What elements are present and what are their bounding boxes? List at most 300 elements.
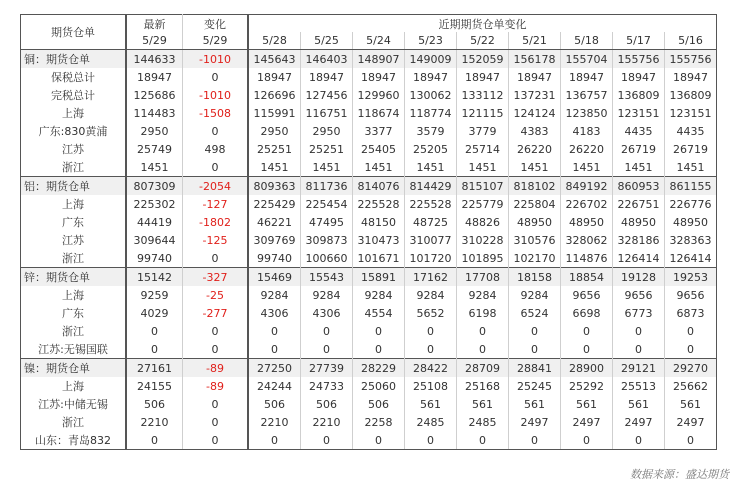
row-label: 广东 <box>21 213 127 231</box>
history-value: 506 <box>248 395 301 413</box>
history-value: 0 <box>248 340 301 359</box>
history-value: 0 <box>301 340 353 359</box>
history-value: 133112 <box>457 86 509 104</box>
history-value: 18947 <box>613 68 665 86</box>
latest-value: 807309 <box>126 177 183 196</box>
history-value: 25168 <box>457 377 509 395</box>
history-value: 4435 <box>665 122 717 140</box>
table-row <box>21 413 717 431</box>
history-value: 0 <box>353 340 405 359</box>
history-value: 2950 <box>248 122 301 140</box>
history-value: 28841 <box>509 359 561 378</box>
table-row <box>21 377 717 395</box>
change-value: 0 <box>183 340 249 359</box>
section-row <box>21 268 717 287</box>
table-row <box>21 322 717 340</box>
table-row <box>21 122 717 140</box>
header-recent-changes: 近期期货仓单变化 <box>248 15 717 33</box>
change-value: -1508 <box>183 104 249 122</box>
history-value: 0 <box>457 322 509 340</box>
history-value: 15469 <box>248 268 301 287</box>
history-value: 2485 <box>457 413 509 431</box>
history-value: 9284 <box>248 286 301 304</box>
history-value: 225429 <box>248 195 301 213</box>
latest-value: 9259 <box>126 286 183 304</box>
history-value: 814429 <box>405 177 457 196</box>
history-value: 126414 <box>613 249 665 268</box>
history-value: 9656 <box>613 286 665 304</box>
history-value: 0 <box>665 340 717 359</box>
history-value: 561 <box>405 395 457 413</box>
latest-value: 144633 <box>126 50 183 69</box>
history-value: 24244 <box>248 377 301 395</box>
row-label: 上海 <box>21 377 127 395</box>
history-value: 818102 <box>509 177 561 196</box>
history-value: 123151 <box>665 104 717 122</box>
history-value: 102170 <box>509 249 561 268</box>
change-value: 0 <box>183 249 249 268</box>
row-label: 锌：期货仓单 <box>21 268 127 287</box>
table-row <box>21 286 717 304</box>
history-value: 0 <box>457 431 509 450</box>
history-value: 28709 <box>457 359 509 378</box>
history-value: 1451 <box>613 158 665 177</box>
history-value: 25405 <box>353 140 405 158</box>
history-value: 15543 <box>301 268 353 287</box>
history-value: 0 <box>457 340 509 359</box>
header-date: 5/18 <box>561 32 613 50</box>
row-label: 镍：期货仓单 <box>21 359 127 378</box>
history-value: 123151 <box>613 104 665 122</box>
row-label: 上海 <box>21 286 127 304</box>
history-value: 149009 <box>405 50 457 69</box>
history-value: 2485 <box>405 413 457 431</box>
latest-value: 114483 <box>126 104 183 122</box>
history-value: 0 <box>353 431 405 450</box>
history-value: 25251 <box>301 140 353 158</box>
history-value: 561 <box>561 395 613 413</box>
history-value: 561 <box>457 395 509 413</box>
row-label: 浙江 <box>21 322 127 340</box>
header-date: 5/22 <box>457 32 509 50</box>
header-row-1 <box>21 15 717 33</box>
history-value: 561 <box>509 395 561 413</box>
history-value: 19128 <box>613 268 665 287</box>
history-value: 25662 <box>665 377 717 395</box>
latest-value: 99740 <box>126 249 183 268</box>
change-value: -89 <box>183 377 249 395</box>
history-value: 328186 <box>613 231 665 249</box>
history-value: 1451 <box>248 158 301 177</box>
history-value: 860953 <box>613 177 665 196</box>
history-value: 29121 <box>613 359 665 378</box>
history-value: 25513 <box>613 377 665 395</box>
data-source-note: 数据来源：盛达期货 <box>630 468 729 481</box>
history-value: 0 <box>248 322 301 340</box>
latest-value: 25749 <box>126 140 183 158</box>
history-value: 861155 <box>665 177 717 196</box>
header-date: 5/24 <box>353 32 405 50</box>
history-value: 127456 <box>301 86 353 104</box>
history-value: 225454 <box>301 195 353 213</box>
history-value: 9284 <box>353 286 405 304</box>
history-value: 310576 <box>509 231 561 249</box>
latest-value: 125686 <box>126 86 183 104</box>
history-value: 0 <box>561 340 613 359</box>
history-value: 1451 <box>509 158 561 177</box>
history-value: 148907 <box>353 50 405 69</box>
change-value: -1010 <box>183 86 249 104</box>
change-value: -2054 <box>183 177 249 196</box>
latest-value: 4029 <box>126 304 183 322</box>
history-value: 1451 <box>457 158 509 177</box>
latest-value: 0 <box>126 431 183 450</box>
history-value: 18947 <box>248 68 301 86</box>
history-value: 226702 <box>561 195 613 213</box>
history-value: 18158 <box>509 268 561 287</box>
history-value: 506 <box>301 395 353 413</box>
row-label: 广东 <box>21 304 127 322</box>
history-value: 2210 <box>301 413 353 431</box>
history-value: 19253 <box>665 268 717 287</box>
history-value: 48725 <box>405 213 457 231</box>
history-value: 0 <box>509 322 561 340</box>
history-value: 9284 <box>509 286 561 304</box>
header-change: 变化 <box>183 15 249 33</box>
row-label: 上海 <box>21 104 127 122</box>
row-label: 江苏:中储无锡 <box>21 395 127 413</box>
history-value: 0 <box>405 431 457 450</box>
history-value: 4306 <box>301 304 353 322</box>
change-value: -125 <box>183 231 249 249</box>
history-value: 809363 <box>248 177 301 196</box>
table-row <box>21 158 717 177</box>
change-value: 498 <box>183 140 249 158</box>
header-date: 5/16 <box>665 32 717 50</box>
history-value: 506 <box>353 395 405 413</box>
history-value: 100660 <box>301 249 353 268</box>
history-value: 6773 <box>613 304 665 322</box>
latest-value: 44419 <box>126 213 183 231</box>
history-value: 1451 <box>665 158 717 177</box>
history-value: 48826 <box>457 213 509 231</box>
history-value: 124124 <box>509 104 561 122</box>
history-value: 849192 <box>561 177 613 196</box>
history-value: 101671 <box>353 249 405 268</box>
table-body <box>21 50 717 450</box>
change-value: -89 <box>183 359 249 378</box>
header-date: 5/25 <box>301 32 353 50</box>
header-date: 5/17 <box>613 32 665 50</box>
table-row <box>21 140 717 158</box>
row-label: 江苏:无锡国联 <box>21 340 127 359</box>
history-value: 226751 <box>613 195 665 213</box>
history-value: 137231 <box>509 86 561 104</box>
change-value: -25 <box>183 286 249 304</box>
history-value: 28422 <box>405 359 457 378</box>
history-value: 3579 <box>405 122 457 140</box>
history-value: 99740 <box>248 249 301 268</box>
table-row <box>21 104 717 122</box>
history-value: 6524 <box>509 304 561 322</box>
history-value: 25108 <box>405 377 457 395</box>
history-value: 0 <box>353 322 405 340</box>
history-value: 9284 <box>405 286 457 304</box>
history-value: 2497 <box>665 413 717 431</box>
latest-value: 15142 <box>126 268 183 287</box>
history-value: 6698 <box>561 304 613 322</box>
history-value: 114876 <box>561 249 613 268</box>
history-value: 1451 <box>301 158 353 177</box>
history-value: 118774 <box>405 104 457 122</box>
history-value: 0 <box>301 431 353 450</box>
history-value: 2497 <box>561 413 613 431</box>
history-value: 25205 <box>405 140 457 158</box>
history-value: 0 <box>509 431 561 450</box>
history-value: 155756 <box>613 50 665 69</box>
history-value: 121115 <box>457 104 509 122</box>
change-value: 0 <box>183 431 249 450</box>
history-value: 126696 <box>248 86 301 104</box>
history-value: 129960 <box>353 86 405 104</box>
history-value: 18947 <box>301 68 353 86</box>
history-value: 26719 <box>665 140 717 158</box>
history-value: 309873 <box>301 231 353 249</box>
history-value: 3377 <box>353 122 405 140</box>
history-value: 25060 <box>353 377 405 395</box>
row-label: 江苏 <box>21 231 127 249</box>
latest-value: 506 <box>126 395 183 413</box>
history-value: 1451 <box>405 158 457 177</box>
history-value: 0 <box>613 340 665 359</box>
history-value: 48150 <box>353 213 405 231</box>
table-row <box>21 395 717 413</box>
history-value: 814076 <box>353 177 405 196</box>
history-value: 136757 <box>561 86 613 104</box>
history-value: 0 <box>405 322 457 340</box>
header-change-date: 5/29 <box>183 32 249 50</box>
change-value: -1010 <box>183 50 249 69</box>
row-label: 浙江 <box>21 413 127 431</box>
history-value: 155704 <box>561 50 613 69</box>
row-label: 上海 <box>21 195 127 213</box>
history-value: 28900 <box>561 359 613 378</box>
history-value: 2497 <box>613 413 665 431</box>
section-row <box>21 177 717 196</box>
change-value: 0 <box>183 413 249 431</box>
header-date: 5/23 <box>405 32 457 50</box>
header-latest: 最新 <box>126 15 183 33</box>
history-value: 0 <box>613 322 665 340</box>
history-value: 9656 <box>665 286 717 304</box>
history-value: 1451 <box>353 158 405 177</box>
history-value: 225779 <box>457 195 509 213</box>
history-value: 0 <box>248 431 301 450</box>
history-value: 5652 <box>405 304 457 322</box>
warehouse-receipts-table-container <box>20 14 717 450</box>
history-value: 152059 <box>457 50 509 69</box>
history-value: 24733 <box>301 377 353 395</box>
table-row <box>21 213 717 231</box>
history-value: 18947 <box>353 68 405 86</box>
history-value: 18947 <box>509 68 561 86</box>
section-row <box>21 50 717 69</box>
history-value: 130062 <box>405 86 457 104</box>
row-label: 江苏 <box>21 140 127 158</box>
history-value: 101895 <box>457 249 509 268</box>
history-value: 561 <box>613 395 665 413</box>
history-value: 26220 <box>561 140 613 158</box>
latest-value: 1451 <box>126 158 183 177</box>
history-value: 309769 <box>248 231 301 249</box>
change-value: -327 <box>183 268 249 287</box>
history-value: 815107 <box>457 177 509 196</box>
history-value: 47495 <box>301 213 353 231</box>
history-value: 18947 <box>665 68 717 86</box>
change-value: -1802 <box>183 213 249 231</box>
header-date: 5/28 <box>248 32 301 50</box>
history-value: 118674 <box>353 104 405 122</box>
history-value: 225804 <box>509 195 561 213</box>
table-row <box>21 231 717 249</box>
latest-value: 309644 <box>126 231 183 249</box>
history-value: 156178 <box>509 50 561 69</box>
history-value: 9284 <box>457 286 509 304</box>
row-label: 浙江 <box>21 158 127 177</box>
history-value: 4383 <box>509 122 561 140</box>
table-row <box>21 86 717 104</box>
history-value: 155756 <box>665 50 717 69</box>
row-label: 山东：青岛832 <box>21 431 127 450</box>
history-value: 2210 <box>248 413 301 431</box>
history-value: 116751 <box>301 104 353 122</box>
latest-value: 0 <box>126 340 183 359</box>
section-row <box>21 359 717 378</box>
history-value: 26220 <box>509 140 561 158</box>
history-value: 18947 <box>561 68 613 86</box>
history-value: 225528 <box>405 195 457 213</box>
history-value: 18854 <box>561 268 613 287</box>
change-value: 0 <box>183 322 249 340</box>
latest-value: 18947 <box>126 68 183 86</box>
change-value: 0 <box>183 395 249 413</box>
history-value: 0 <box>665 322 717 340</box>
history-value: 328062 <box>561 231 613 249</box>
history-value: 46221 <box>248 213 301 231</box>
row-label: 铝：期货仓单 <box>21 177 127 196</box>
latest-value: 225302 <box>126 195 183 213</box>
history-value: 226776 <box>665 195 717 213</box>
history-value: 25245 <box>509 377 561 395</box>
history-value: 48950 <box>665 213 717 231</box>
warehouse-receipts-table <box>20 14 717 450</box>
history-value: 3779 <box>457 122 509 140</box>
history-value: 25251 <box>248 140 301 158</box>
history-value: 0 <box>561 431 613 450</box>
history-value: 126414 <box>665 249 717 268</box>
latest-value: 0 <box>126 322 183 340</box>
history-value: 18947 <box>457 68 509 86</box>
history-value: 15891 <box>353 268 405 287</box>
history-value: 328363 <box>665 231 717 249</box>
history-value: 9284 <box>301 286 353 304</box>
change-value: 0 <box>183 122 249 140</box>
history-value: 0 <box>665 431 717 450</box>
table-row <box>21 304 717 322</box>
change-value: -127 <box>183 195 249 213</box>
row-label: 完税总计 <box>21 86 127 104</box>
row-label: 浙江 <box>21 249 127 268</box>
history-value: 811736 <box>301 177 353 196</box>
history-value: 4554 <box>353 304 405 322</box>
latest-value: 2210 <box>126 413 183 431</box>
history-value: 6873 <box>665 304 717 322</box>
history-value: 146403 <box>301 50 353 69</box>
history-value: 310228 <box>457 231 509 249</box>
history-value: 48950 <box>509 213 561 231</box>
history-value: 136809 <box>665 86 717 104</box>
change-value: 0 <box>183 158 249 177</box>
history-value: 26719 <box>613 140 665 158</box>
history-value: 123850 <box>561 104 613 122</box>
history-value: 310077 <box>405 231 457 249</box>
table-row <box>21 68 717 86</box>
history-value: 28229 <box>353 359 405 378</box>
header-category: 期货仓单 <box>21 15 127 50</box>
history-value: 17708 <box>457 268 509 287</box>
history-value: 0 <box>405 340 457 359</box>
history-value: 2950 <box>301 122 353 140</box>
change-value: -277 <box>183 304 249 322</box>
latest-value: 27161 <box>126 359 183 378</box>
history-value: 25714 <box>457 140 509 158</box>
history-value: 136809 <box>613 86 665 104</box>
history-value: 225528 <box>353 195 405 213</box>
history-value: 48950 <box>613 213 665 231</box>
history-value: 6198 <box>457 304 509 322</box>
history-value: 17162 <box>405 268 457 287</box>
table-row <box>21 340 717 359</box>
history-value: 18947 <box>405 68 457 86</box>
row-label: 保税总计 <box>21 68 127 86</box>
history-value: 0 <box>613 431 665 450</box>
history-value: 2258 <box>353 413 405 431</box>
history-value: 0 <box>301 322 353 340</box>
history-value: 4435 <box>613 122 665 140</box>
history-value: 0 <box>509 340 561 359</box>
history-value: 9656 <box>561 286 613 304</box>
table-row <box>21 249 717 268</box>
history-value: 27739 <box>301 359 353 378</box>
row-label: 广东:830黄浦 <box>21 122 127 140</box>
history-value: 2497 <box>509 413 561 431</box>
history-value: 25292 <box>561 377 613 395</box>
history-value: 4306 <box>248 304 301 322</box>
row-label: 铜：期货仓单 <box>21 50 127 69</box>
history-value: 0 <box>561 322 613 340</box>
table-row <box>21 431 717 450</box>
history-value: 101720 <box>405 249 457 268</box>
history-value: 310473 <box>353 231 405 249</box>
latest-value: 24155 <box>126 377 183 395</box>
history-value: 561 <box>665 395 717 413</box>
history-value: 27250 <box>248 359 301 378</box>
latest-value: 2950 <box>126 122 183 140</box>
header-latest-date: 5/29 <box>126 32 183 50</box>
history-value: 29270 <box>665 359 717 378</box>
history-value: 115991 <box>248 104 301 122</box>
history-value: 1451 <box>561 158 613 177</box>
